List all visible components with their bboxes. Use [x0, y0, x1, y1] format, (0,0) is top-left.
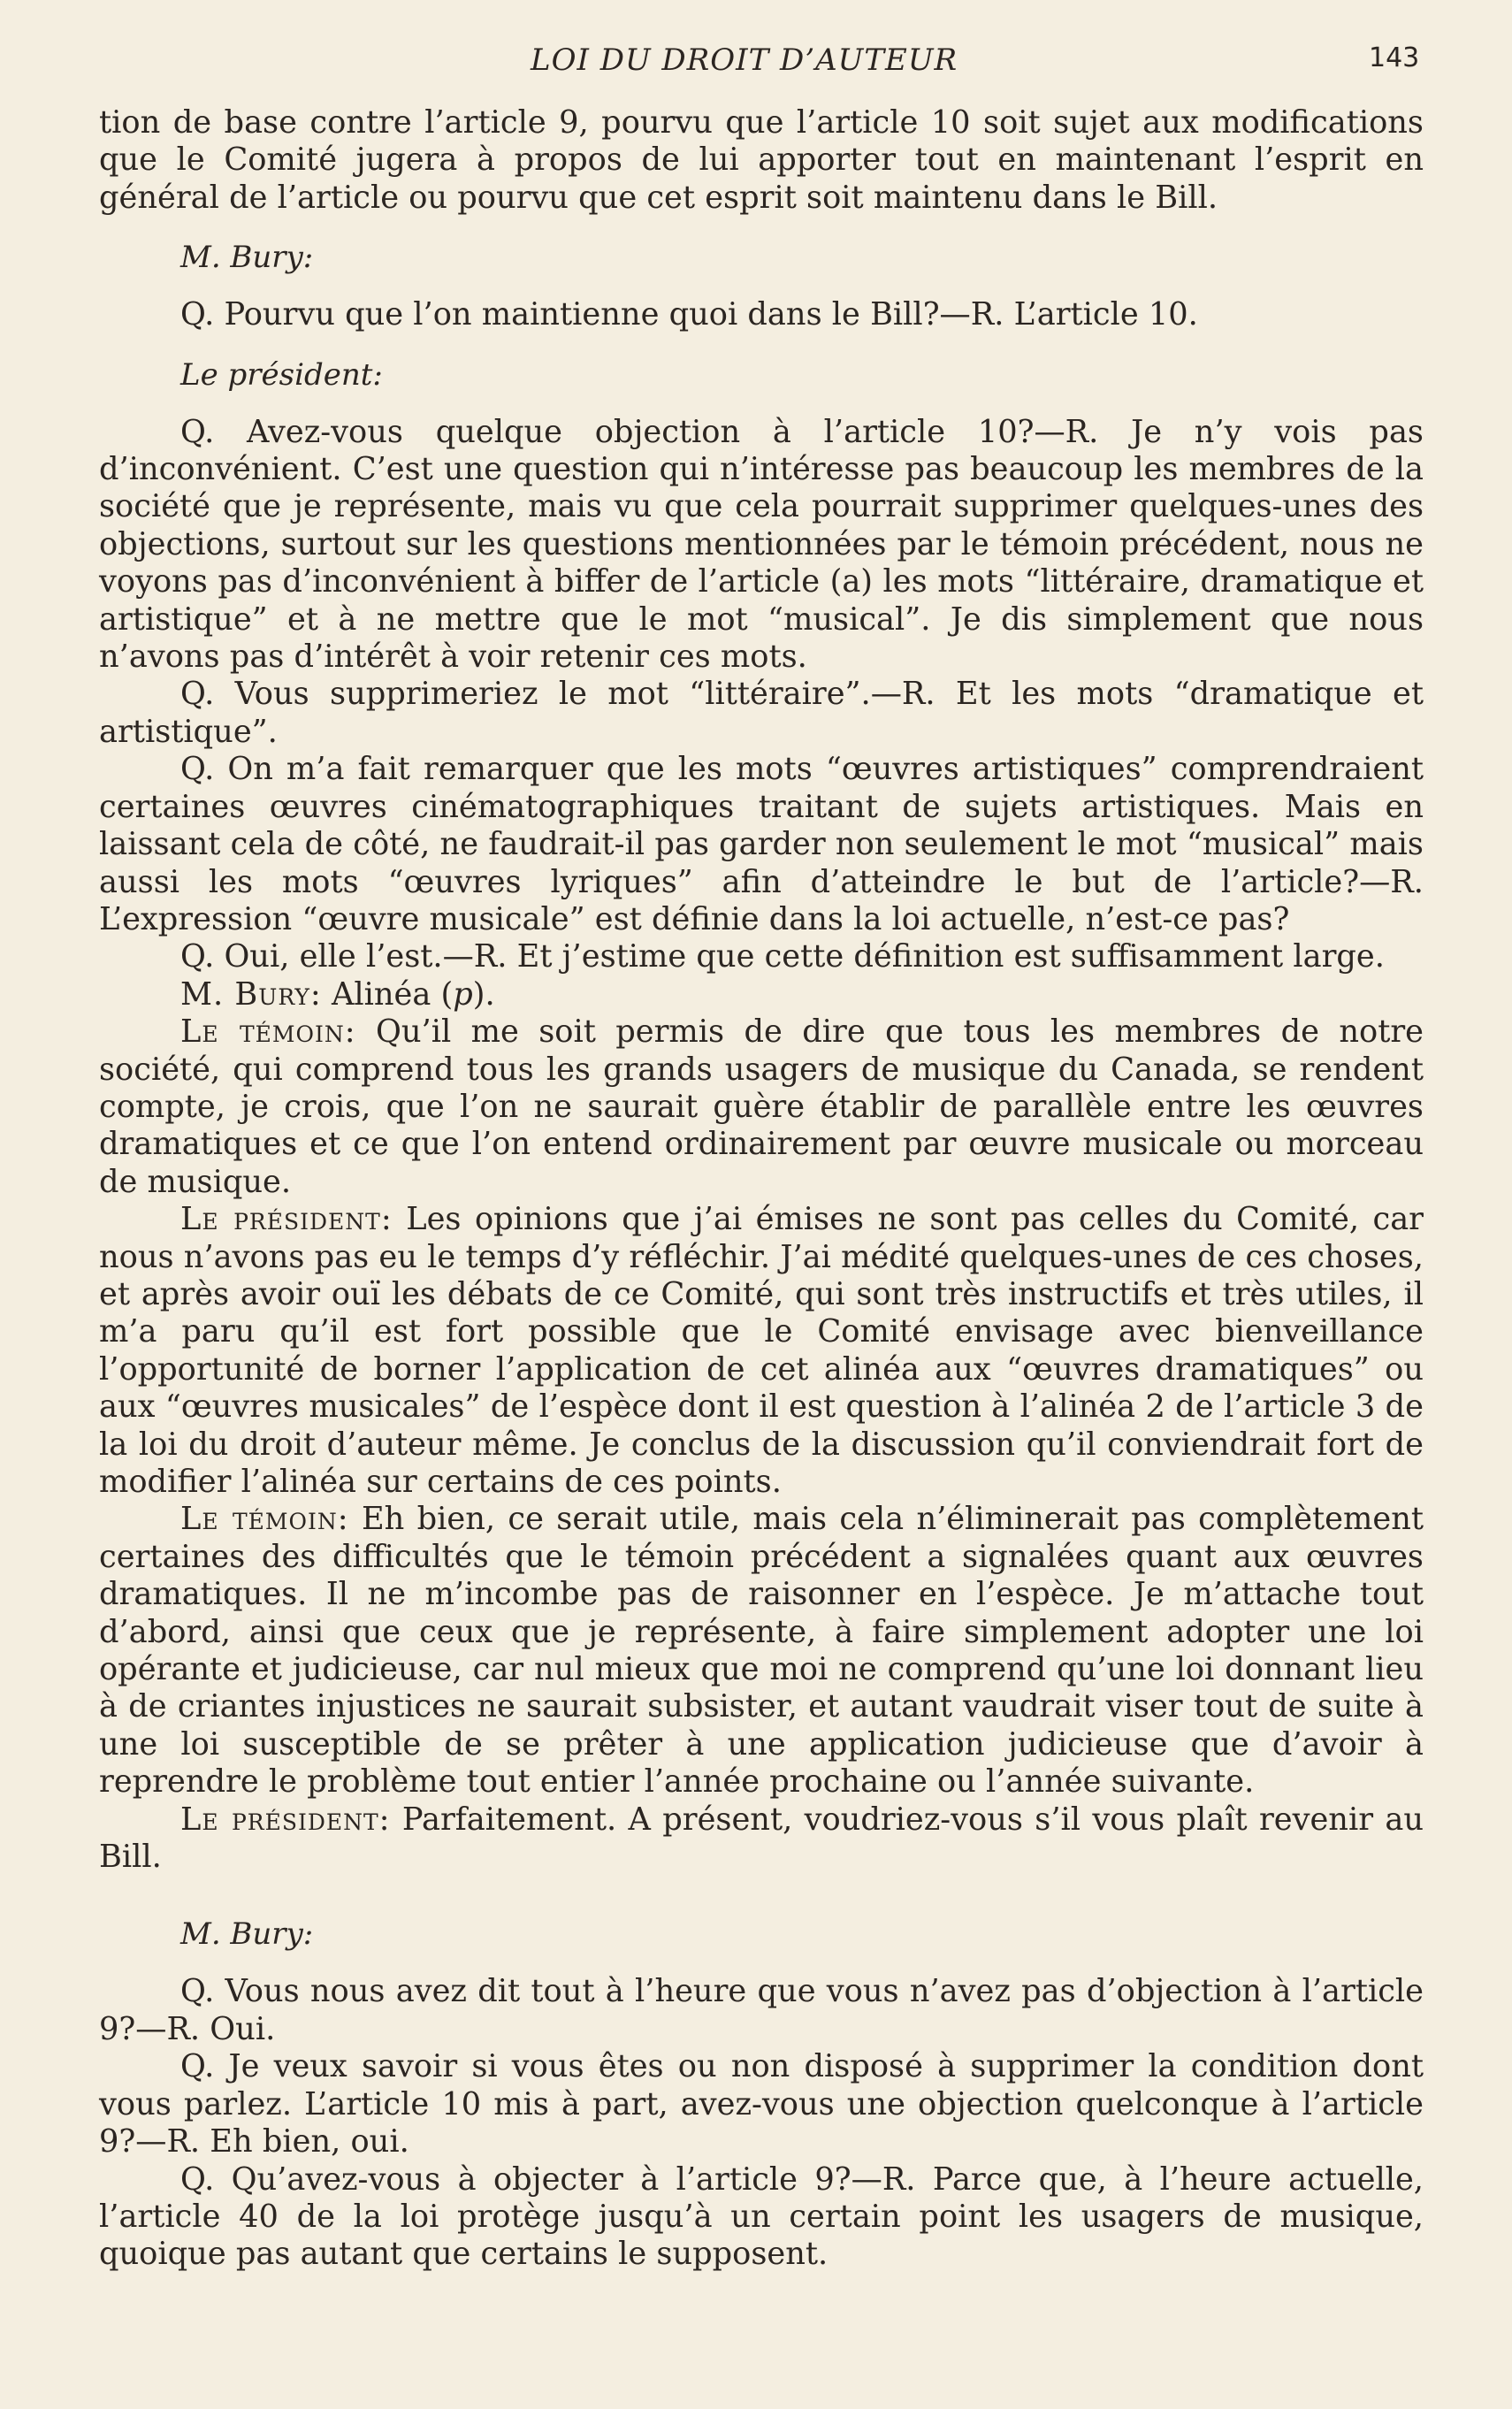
paragraph-14: Q. Qu’avez-vous à objecter à l’article 9?—R. Parce que, à l’heure actuelle, l’article 40 de la loi protège jusqu’à un certain point les usagers de musique, quoique pas autant que certains le supposent. — [99, 2160, 1424, 2273]
speaker-label: M. Bury: — [180, 975, 322, 1013]
paragraph-4: Q. Vous supprimeriez le mot “littéraire”.—R. Et les mots “dramatique et artistique”. — [99, 676, 1424, 750]
page-number: 143 — [1369, 42, 1420, 73]
paragraph-12: Q. Vous nous avez dit tout à l’heure que vous n’avez pas d’objection à l’article 9?—R. Oui. — [99, 1973, 1424, 2047]
paragraph-7 — [99, 976, 1424, 1013]
paragraph-2: Q. Pourvu que l’on maintienne quoi dans le Bill?—R. L’article 10. — [180, 296, 1198, 333]
speaker-heading-bury: M. Bury: — [180, 240, 314, 276]
paragraph-11 — [99, 1801, 1424, 1877]
speaker-heading-president: Le président: — [180, 356, 383, 393]
paragraph-text: Eh bien, ce serait utile, mais cela n’éliminerait pas complètement certaines des difficultés que le témoin précédent a signalées quant aux œuvres dramatiques. Il ne m’incombe pas de raisonner en l’espèce. Je m’attache tout d’abord, ainsi que ceux que je représente, à faire simplement adopter une loi opérante et judicieuse, car nul mieux que moi ne comprend qu’une loi donnant lieu à de criantes injustices ne saurait subsister, et autant vaudrait viser tout de suite à une loi susceptible de se prêter à une application judicieuse que d’avoir à reprendre le problème tout entier l’année prochaine ou l’année suivante. — [99, 1501, 1424, 1801]
document-body — [99, 104, 1424, 2274]
speaker-label: Le président: — [180, 1201, 393, 1238]
paragraph-text: Qu’il me soit permis de dire que tous les membres de notre société, qui comprend tous les grands usagers de musique du Canada, se rendent compte, je crois, que l’on ne saurait guère établir de parallèle entre les œuvres dramatiques et ce que l’on entend ordinairement par œuvre musicale ou morceau de musique. — [99, 1013, 1424, 1200]
paragraph-text: Alinéa ( — [331, 975, 454, 1013]
paragraph-3: Q. Avez-vous quelque objection à l’article 10?—R. Je n’y vois pas d’inconvénient. C’est une question qui n’intéresse pas beaucoup les membres de la société que je représente, mais vu que cela pourrait supprimer quelques-unes des objections, surtout sur les questions mentionnées par le témoin précédent, nous ne voyons pas d’inconvénient à biffer de l’article (a) les mots “littéraire, dramatique et artistique” et à ne mettre que le mot “musical”. Je dis simplement que nous n’avons pas d’intérêt à voir retenir ces mots. — [99, 413, 1424, 676]
paragraph-9 — [99, 1201, 1424, 1501]
speaker-label: Le témoin: — [180, 1013, 356, 1051]
spacer — [99, 1876, 1424, 1893]
paragraph-6: Q. Oui, elle l’est.—R. Et j’estime que cette définition est suffisamment large. — [180, 938, 1385, 975]
speaker-label: Le président: — [180, 1801, 391, 1838]
paragraph-13: Q. Je veux savoir si vous êtes ou non disposé à supprimer la condition dont vous parlez. L’article 10 mis à part, avez-vous une objection quelconque à l’article 9?—R. Eh bien, oui. — [99, 2048, 1424, 2160]
speaker-label: Le témoin: — [180, 1501, 349, 1538]
paragraph-text: Les opinions que j’ai émises ne sont pas celles du Comité, car nous n’avons pas eu le temps d’y réfléchir. J’ai médité quelques-unes de ces choses, et après avoir ouï les débats de ce Comité, qui sont très instructifs et très utiles, il m’a paru qu’il est fort possible que le Comité envisage avec bienveillance l’opportunité de borner l’application de cet alinéa aux “œuvres dramatiques” ou aux “œuvres musicales” de l’espèce dont il est question à l’alinéa 2 de l’article 3 de la loi du droit d’auteur même. Je conclus de la discussion qu’il conviendrait fort de modifier l’alinéa sur certains de ces points. — [99, 1201, 1424, 1500]
subsection-letter: p — [453, 975, 473, 1013]
paragraph-1: tion de base contre l’article 9, pourvu que l’article 10 soit sujet aux modifications que le Comité jugera à propos de lui apporter tout en maintenant l’esprit en général de l’article ou pourvu que cet esprit soit maintenu dans le Bill. — [99, 104, 1424, 216]
running-title: LOI DU DROIT D’AUTEUR — [531, 42, 958, 78]
running-header — [0, 42, 1512, 87]
paragraph-text: ). — [472, 975, 495, 1013]
paragraph-5: Q. On m’a fait remarquer que les mots “œuvres artistiques” comprendraient certaines œuvres cinématographiques traitant de sujets artistiques. Mais en laissant cela de côté, ne faudrait-il pas garder non seulement le mot “musical” mais aussi les mots “œuvres lyriques” afin d’atteindre le but de l’article?—R. L’expression “œuvre musicale” est définie dans la loi actuelle, n’est-ce pas? — [99, 751, 1424, 937]
paragraph-text: Parfaitement. A présent, voudriez-vous s’il vous plaît revenir au Bill. — [99, 1801, 1424, 1876]
speaker-heading-bury-2: M. Bury: — [180, 1916, 314, 1953]
paragraph-8 — [99, 1013, 1424, 1201]
paragraph-10 — [99, 1501, 1424, 1801]
